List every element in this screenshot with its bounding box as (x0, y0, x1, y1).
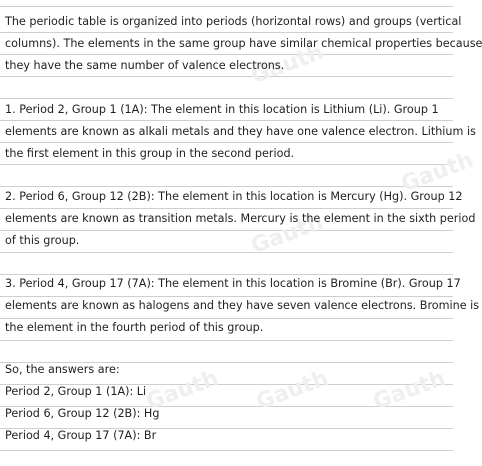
answer-line-3: Period 4, Group 17 (7A): Br (5, 429, 157, 442)
item-1-line-2: elements are known as alkali metals and they have one valence electron. Lithium is (5, 125, 476, 138)
item-1-line-3: the first element in this group in the second period. (5, 147, 295, 160)
watermark-text: Gauth (252, 365, 332, 416)
item-3-line-1: 3. Period 4, Group 17 (7A): The element in this location is Bromine (Br). Group 17 (5, 277, 461, 290)
intro-line-2: columns). The elements in the same group have similar chemical properties because (5, 37, 482, 50)
summary-heading: So, the answers are: (5, 363, 120, 376)
watermark-text: Gauth (247, 39, 327, 90)
answer-line-2: Period 6, Group 12 (2B): Hg (5, 407, 160, 420)
watermark-text: Gauth (247, 209, 327, 260)
item-2-line-1: 2. Period 6, Group 12 (2B): The element in this location is Mercury (Hg). Group 12 (5, 190, 463, 203)
item-3-line-3: the element in the fourth period of this group. (5, 321, 264, 334)
item-2-line-2: elements are known as transition metals. Mercury is the element in the sixth period (5, 212, 476, 225)
answer-line-1: Period 2, Group 1 (1A): Li (5, 385, 147, 398)
item-3-line-2: elements are known as halogens and they have seven valence electrons. Bromine is (5, 299, 480, 312)
item-2-line-3: of this group. (5, 234, 80, 247)
intro-line-1: The periodic table is organized into periods (horizontal rows) and groups (vertical (5, 15, 462, 28)
item-1-line-1: 1. Period 2, Group 1 (1A): The element in this location is Lithium (Li). Group 1 (5, 103, 439, 116)
intro-line-3: they have the same number of valence electrons. (5, 59, 285, 72)
watermark-text: Gauth (369, 365, 449, 416)
watermark-text: Gauth (397, 147, 477, 198)
watermark-text: Gauth (142, 365, 222, 416)
